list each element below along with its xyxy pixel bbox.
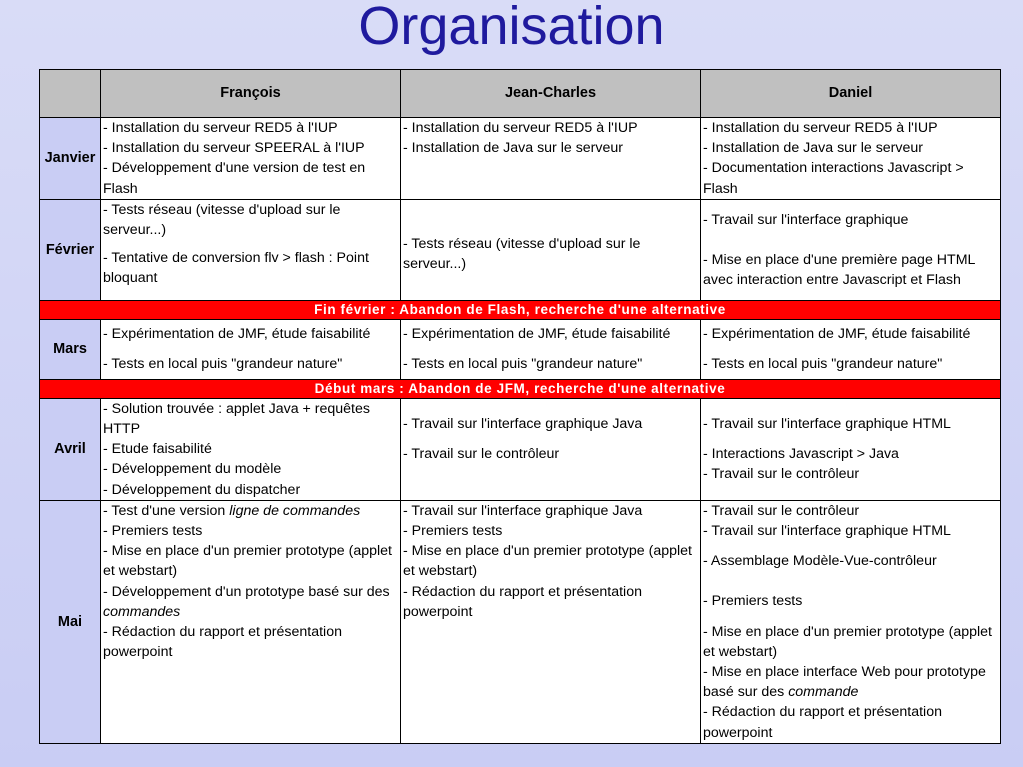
organisation-table xyxy=(39,69,1001,744)
task-line: - Mise en place d'un premier prototype (applet et webstart) xyxy=(403,543,692,580)
task-line: - Etude faisabilité xyxy=(103,441,212,458)
task-line: - Travail sur l'interface graphique Java xyxy=(403,416,643,433)
task-line: - Travail sur l'interface graphique xyxy=(703,211,909,228)
task-line: - Tests en local puis "grandeur nature" xyxy=(103,356,343,373)
task-line: - Travail sur le contrôleur xyxy=(703,466,860,483)
task-line: - Installation du serveur RED5 à l'IUP xyxy=(103,120,338,136)
task-line: - Tests en local puis "grandeur nature" xyxy=(403,356,643,373)
cell-mai-daniel xyxy=(701,500,1001,743)
task-line: - Installation de Java sur le serveur xyxy=(403,140,624,157)
header-francois: François xyxy=(101,70,401,118)
task-line: - Développement d'un prototype basé sur des commandes xyxy=(103,583,390,620)
banner-row-2 xyxy=(40,379,1001,398)
task-line: - Travail sur le contrôleur xyxy=(403,446,560,463)
task-line: - Rédaction du rapport et présentation powerpoint xyxy=(103,624,342,661)
month-mai: Mai xyxy=(40,500,101,743)
task-line: - Tests en local puis "grandeur nature" xyxy=(703,356,943,373)
task-line: - Installation du serveur SPEERAL à l'IUP xyxy=(103,140,365,157)
task-line: - Mise en place interface Web pour prototype basé sur des commande xyxy=(703,664,986,701)
cell-mars-francois xyxy=(101,319,401,379)
cell-fevrier-jean-charles xyxy=(401,199,701,300)
milestone-banner-jmf: Début mars : Abandon de JFM, recherche d'une alternative xyxy=(40,379,1001,398)
task-line: - Premiers tests xyxy=(403,523,503,540)
task-line: - Travail sur l'interface graphique HTML xyxy=(703,523,951,540)
italic-term: commande xyxy=(788,684,859,701)
cell-avril-jean-charles xyxy=(401,398,701,500)
header-corner xyxy=(40,70,101,118)
cell-avril-daniel xyxy=(701,398,1001,500)
italic-term: commandes xyxy=(103,603,181,620)
task-line: - Tests réseau (vitesse d'upload sur le serveur...) xyxy=(403,235,641,272)
header-jean-charles: Jean-Charles xyxy=(401,70,701,118)
row-mars xyxy=(40,319,1001,379)
task-line: - Premiers tests xyxy=(103,523,203,540)
task-line: - Travail sur l'interface graphique HTML xyxy=(703,416,951,433)
task-line: - Installation de Java sur le serveur xyxy=(703,140,924,157)
task-line: - Développement du dispatcher xyxy=(103,481,301,498)
banner-row-1 xyxy=(40,300,1001,319)
slide-title: Organisation xyxy=(358,0,665,56)
task-line: - Mise en place d'une première page HTML avec interaction entre Javascript et Flash xyxy=(703,251,975,288)
month-mars: Mars xyxy=(40,319,101,379)
task-line: - Rédaction du rapport et présentation powerpoint xyxy=(703,704,942,741)
task-line: - Mise en place d'un premier prototype (applet et webstart) xyxy=(703,623,992,660)
task-line: - Rédaction du rapport et présentation powerpoint xyxy=(403,583,642,620)
cell-avril-francois xyxy=(101,398,401,500)
row-janvier xyxy=(40,118,1001,200)
milestone-banner-flash: Fin février : Abandon de Flash, recherche d'une alternative xyxy=(40,300,1001,319)
task-line: - Expérimentation de JMF, étude faisabilité xyxy=(103,326,371,343)
task-line: - Développement d'une version de test en Flash xyxy=(103,160,366,197)
cell-mai-jean-charles xyxy=(401,500,701,743)
header-daniel: Daniel xyxy=(701,70,1001,118)
task-line: - Travail sur l'interface graphique Java xyxy=(403,502,643,519)
cell-janvier-francois xyxy=(101,118,401,200)
cell-janvier-jean-charles xyxy=(401,118,701,200)
row-fevrier xyxy=(40,199,1001,300)
cell-mai-francois xyxy=(101,500,401,743)
row-avril xyxy=(40,398,1001,500)
month-janvier: Janvier xyxy=(40,118,101,200)
task-line: - Tentative de conversion flv > flash : Point bloquant xyxy=(103,250,369,287)
task-line: - Développement du modèle xyxy=(103,461,282,478)
task-line: - Documentation interactions Javascript > Flash xyxy=(703,160,964,197)
task-line: - Premiers tests xyxy=(703,593,803,610)
task-line: - Mise en place d'un premier prototype (applet et webstart) xyxy=(103,543,392,580)
cell-mars-daniel xyxy=(701,319,1001,379)
task-line: - Expérimentation de JMF, étude faisabilité xyxy=(403,326,671,343)
cell-mars-jean-charles xyxy=(401,319,701,379)
header-row xyxy=(40,70,1001,118)
task-line: - Interactions Javascript > Java xyxy=(703,446,899,463)
task-line: - Expérimentation de JMF, étude faisabilité xyxy=(703,326,971,343)
task-line: - Solution trouvée : applet Java + requêtes HTTP xyxy=(103,400,370,438)
italic-term: ligne de commandes xyxy=(229,502,361,519)
task-line: - Tests réseau (vitesse d'upload sur le serveur...) xyxy=(103,201,341,239)
row-mai xyxy=(40,500,1001,743)
task-line: - Installation du serveur RED5 à l'IUP xyxy=(703,120,938,136)
month-avril: Avril xyxy=(40,398,101,500)
cell-fevrier-francois xyxy=(101,199,401,300)
task-line: - Travail sur le contrôleur xyxy=(703,502,860,519)
month-fevrier: Février xyxy=(40,199,101,300)
cell-janvier-daniel xyxy=(701,118,1001,200)
cell-fevrier-daniel xyxy=(701,199,1001,300)
task-line: - Test d'une version ligne de commandes xyxy=(103,502,361,519)
task-line: - Installation du serveur RED5 à l'IUP xyxy=(403,120,638,136)
task-line: - Assemblage Modèle-Vue-contrôleur xyxy=(703,553,937,570)
